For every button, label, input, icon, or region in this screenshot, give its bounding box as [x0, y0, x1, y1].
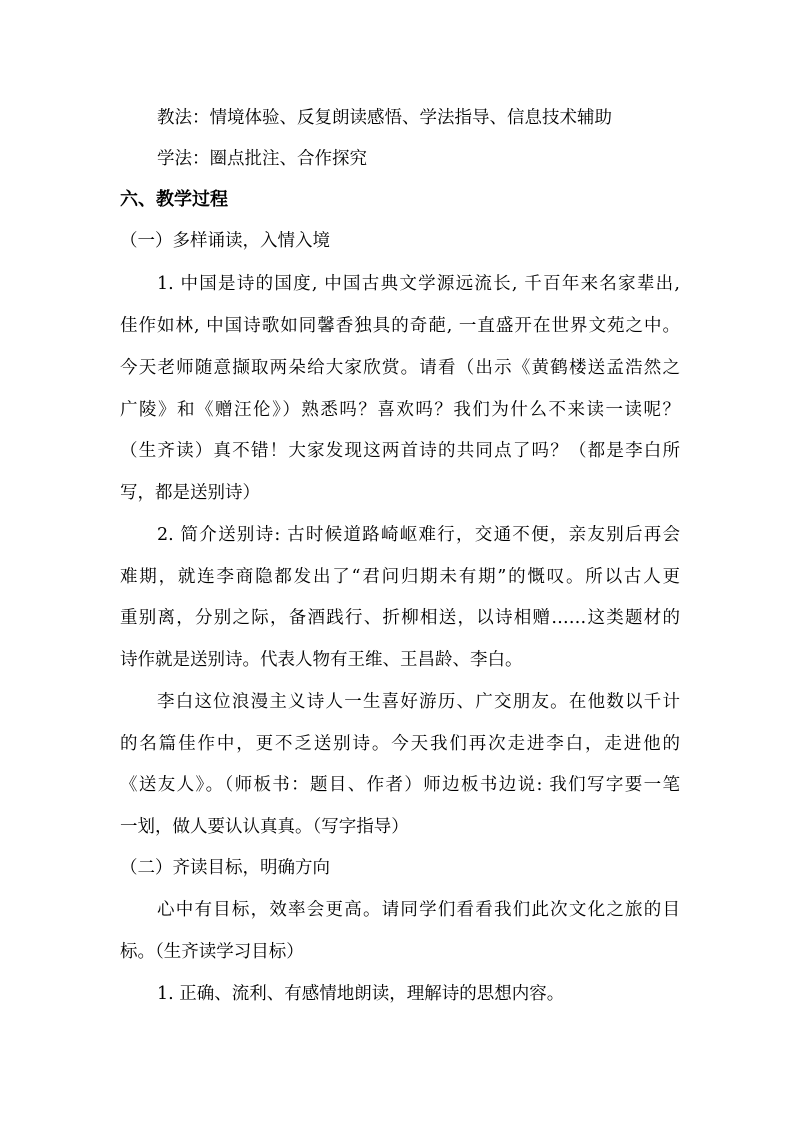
section-heading: 六、教学过程: [120, 189, 228, 210]
paragraph-line: 心中有目标，效率会更高。请同学们看看我们此次文化之旅的目: [157, 900, 680, 920]
list-item: 1. 正确、流利、有感情地朗读，理解诗的思想内容。: [157, 984, 565, 1004]
paragraph-line: 2. 简介送别诗: 古时候道路崎岖难行，交通不便，亲友别后再会: [157, 525, 680, 545]
paragraph-line: 佳作如林, 中国诗歌如同馨香独具的奇葩, 一直盛开在世界文苑之中。: [120, 316, 680, 336]
learning-method-line: 学法：圈点批注、合作探究: [157, 149, 367, 169]
subsection-heading: （一）多样诵读，入情入境: [120, 231, 330, 251]
paragraph-line: 重别离，分别之际，备酒践行、折柳相送，以诗相赠……这类题材的: [120, 608, 680, 628]
paragraph-line: 的名篇佳作中，更不乏送别诗。今天我们再次走进李白，走进他的: [120, 734, 680, 754]
paragraph-line: 诗作就是送别诗。代表人物有王维、王昌龄、李白。: [120, 650, 523, 670]
paragraph-line: （生齐读）真不错！大家发现这两首诗的共同点了吗？（都是李白所: [120, 441, 680, 461]
paragraph-line: 1. 中国是诗的国度, 中国古典文学源远流长, 千百年来名家辈出,: [157, 274, 680, 294]
subsection-heading: （二）齐读目标，明确方向: [120, 858, 330, 878]
paragraph-line: 写，都是送别诗）: [120, 483, 260, 503]
paragraph-line: 难期，就连李商隐都发出了“君问归期未有期”的慨叹。所以古人更: [120, 567, 680, 587]
teaching-method-line: 教法：情境体验、反复朗读感悟、学法指导、信息技术辅助: [157, 108, 612, 128]
paragraph-line: 标。（生齐读学习目标）: [120, 942, 304, 962]
paragraph-line: 一划，做人要认认真真。（写字指导）: [120, 817, 409, 837]
paragraph-line: 李白这位浪漫主义诗人一生喜好游历、广交朋友。在他数以千计: [157, 692, 680, 712]
paragraph-line: 今天老师随意撷取两朵给大家欣赏。请看（出示《黄鹤楼送孟浩然之: [120, 358, 680, 378]
paragraph-line: 《送友人》。（师板书：题目、作者）师边板书边说: 我们写字要一笔: [120, 775, 680, 795]
paragraph-line: 广陵》和《赠汪伦》）熟悉吗？喜欢吗？我们为什么不来读一读呢？: [120, 400, 680, 420]
